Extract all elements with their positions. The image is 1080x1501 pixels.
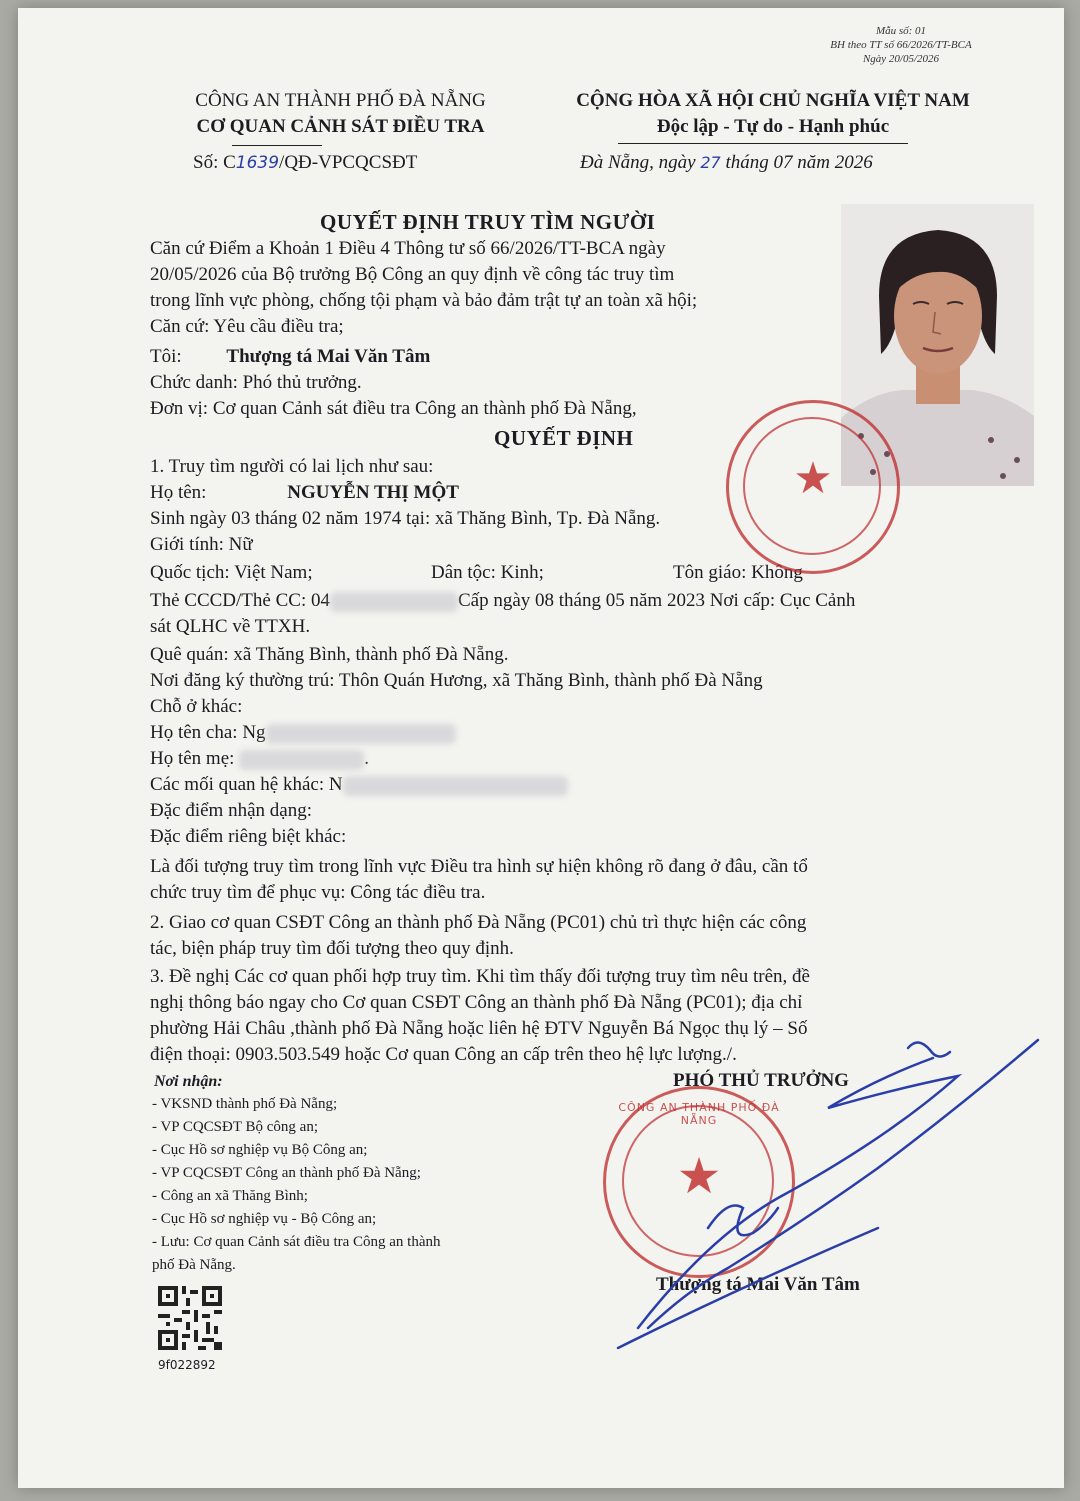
- agency-name: CÔNG AN THÀNH PHỐ ĐÀ NẴNG: [195, 90, 486, 111]
- decision-number-handwritten: 1639: [235, 153, 280, 173]
- hometown: Quê quán: xã Thăng Bình, thành phố Đà Nẵng.: [150, 644, 509, 665]
- birth-info: Sinh ngày 03 tháng 02 năm 1974 tại: xã Thăng Bình, Tp. Đà Nẵng.: [150, 508, 661, 529]
- motto: Độc lập - Tự do - Hạnh phúc: [656, 116, 890, 137]
- relations-label: Các mối quan hệ khác: N: [150, 774, 343, 795]
- relations-line: [150, 772, 568, 798]
- office-name: CƠ QUAN CẢNH SÁT ĐIỀU TRA: [196, 116, 485, 137]
- basis-line4: Căn cứ: Yêu cầu điều tra;: [150, 316, 344, 337]
- signatory-role: PHÓ THỦ TRƯỞNG: [673, 1070, 849, 1091]
- identifying-features: Đặc điểm nhận dạng:: [150, 800, 312, 821]
- recipient-item: - VP CQCSĐT Công an thành phố Đà Nẵng;: [152, 1165, 421, 1181]
- recipient-item: - VKSND thành phố Đà Nẵng;: [152, 1096, 338, 1112]
- mother-line: Họ tên mẹ: .: [150, 748, 369, 769]
- recipients-heading: Nơi nhận:: [154, 1073, 223, 1090]
- recipient-item: - VP CQCSĐT Bộ công an;: [152, 1119, 318, 1135]
- father-line: [150, 720, 456, 746]
- religion: Tôn giáo: Không: [673, 562, 803, 583]
- basis-line3: trong lĩnh vực phòng, chống tội phạm và bảo đảm trật tự an toàn xã hội;: [150, 290, 698, 311]
- form-note-line2: BH theo TT số 66/2026/TT-BCA: [830, 39, 972, 51]
- seal-star-icon: ★: [793, 454, 833, 503]
- seal-star-icon: ★: [676, 1148, 722, 1204]
- recipient-item: - Lưu: Cơ quan Cảnh sát điều tra Công an thành: [152, 1234, 441, 1250]
- recipient-item: - Công an xã Thăng Bình;: [152, 1188, 308, 1204]
- redacted-relations: [343, 776, 568, 796]
- nationality: Quốc tịch: Việt Nam;: [150, 562, 313, 583]
- description-line1: Là đối tượng truy tìm trong lĩnh vực Điều tra hình sự hiện không rõ đang ở đâu, cần tổ: [150, 856, 808, 877]
- seal-text: CÔNG AN THÀNH PHỐ ĐÀ NẴNG: [618, 1101, 780, 1127]
- issuer-position: Chức danh: Phó thủ trưởng.: [150, 372, 362, 393]
- document-title: QUYẾT ĐỊNH TRUY TÌM NGƯỜI: [320, 210, 656, 234]
- item1-heading: 1. Truy tìm người có lai lịch như sau:: [150, 456, 434, 477]
- redacted-father-name: [266, 724, 456, 744]
- issue-date: [580, 150, 873, 176]
- item3-line1: 3. Đề nghị Các cơ quan phối hợp truy tìm. Khi tìm thấy đối tượng truy tìm nêu trên, đề: [150, 966, 810, 987]
- decision-heading: QUYẾT ĐỊNH: [494, 426, 634, 450]
- issue-date-day: 27: [700, 153, 721, 172]
- gender: Giới tính: Nữ: [150, 534, 253, 555]
- item3-line4: điện thoại: 0903.503.549 hoặc Cơ quan Công an cấp trên theo hệ lực lượng./.: [150, 1044, 737, 1065]
- name-line: [150, 480, 459, 506]
- decision-number-suffix: /QĐ-VPCQCSĐT: [279, 152, 418, 173]
- item2-line2: tác, biện pháp truy tìm đối tượng theo quy định.: [150, 938, 514, 959]
- id-card-issuer: sát QLHC về TTXH.: [150, 616, 311, 637]
- mother-label: Họ tên mẹ:: [150, 748, 235, 769]
- recipient-item: phố Đà Nẵng.: [152, 1257, 236, 1273]
- item3-line3: phường Hải Châu ,thành phố Đà Nẵng hoặc liên hệ ĐTV Nguyễn Bá Ngọc thụ lý – Số: [150, 1018, 808, 1039]
- id-card-line: [150, 588, 855, 614]
- redacted-mother-name: [239, 750, 364, 770]
- item3-line2: nghị thông báo ngay cho Cơ quan CSĐT Công an thành phố Đà Nẵng (PC01); địa chỉ: [150, 992, 803, 1013]
- form-note-line1: Mẫu số: 01: [875, 25, 927, 37]
- handwritten-signature: [578, 1028, 1048, 1358]
- issuer-line: [150, 344, 430, 370]
- recipient-item: - Cục Hồ sơ nghiệp vụ - Bộ Công an;: [152, 1211, 377, 1227]
- father-label: Họ tên cha: Ng: [150, 722, 266, 743]
- issuer-unit: Đơn vị: Cơ quan Cảnh sát điều tra Công an thành phố Đà Nẵng,: [150, 398, 637, 419]
- country-name: CỘNG HÒA XÃ HỘI CHỦ NGHĨA VIỆT NAM: [576, 90, 970, 111]
- basis-line1: Căn cứ Điểm a Khoản 1 Điều 4 Thông tư số 66/2026/TT-BCA ngày: [150, 238, 666, 259]
- signatory-name: Thượng tá Mai Văn Tâm: [656, 1274, 860, 1295]
- other-residence: Chỗ ở khác:: [150, 696, 243, 717]
- issuer-name: Thượng tá Mai Văn Tâm: [226, 346, 431, 367]
- qr-code-id: 9f022892: [158, 1358, 216, 1372]
- decision-number-line: [193, 150, 417, 176]
- ethnicity: Dân tộc: Kinh;: [431, 562, 544, 583]
- id-card-label: Thẻ CCCD/Thẻ CC: 04: [150, 590, 330, 611]
- recipient-item: - Cục Hồ sơ nghiệp vụ Bộ Công an;: [152, 1142, 368, 1158]
- header-left-underline: [232, 145, 322, 146]
- description-line2: chức truy tìm để phục vụ: Công tác điều tra.: [150, 882, 486, 903]
- document-page: [18, 8, 1064, 1488]
- motto-underline: [618, 143, 908, 144]
- qr-code: [158, 1286, 222, 1350]
- wanted-person-name: NGUYỄN THỊ MỘT: [287, 482, 459, 503]
- special-features: Đặc điểm riêng biệt khác:: [150, 826, 347, 847]
- basis-line2: 20/05/2026 của Bộ trưởng Bộ Công an quy định về công tác truy tìm: [150, 264, 675, 285]
- issue-date-suffix: tháng 07 năm 2026: [725, 152, 873, 173]
- issuer-label: Tôi:: [150, 346, 182, 367]
- name-label: Họ tên:: [150, 482, 207, 503]
- permanent-residence: Nơi đăng ký thường trú: Thôn Quán Hương, xã Thăng Bình, thành phố Đà Nẵng: [150, 670, 763, 691]
- item2-line1: 2. Giao cơ quan CSĐT Công an thành phố Đà Nẵng (PC01) chủ trì thực hiện các công: [150, 912, 807, 933]
- form-note: [806, 24, 996, 66]
- decision-number-prefix: Số: C: [193, 152, 236, 173]
- issue-date-prefix: Đà Nẵng, ngày: [580, 152, 696, 173]
- form-note-line3: Ngày 20/05/2026: [862, 53, 940, 65]
- official-seal-upper: [726, 400, 900, 574]
- id-card-issue: Cấp ngày 08 tháng 05 năm 2023 Nơi cấp: Cục Cảnh: [457, 590, 856, 611]
- redacted-id-number: [330, 592, 458, 612]
